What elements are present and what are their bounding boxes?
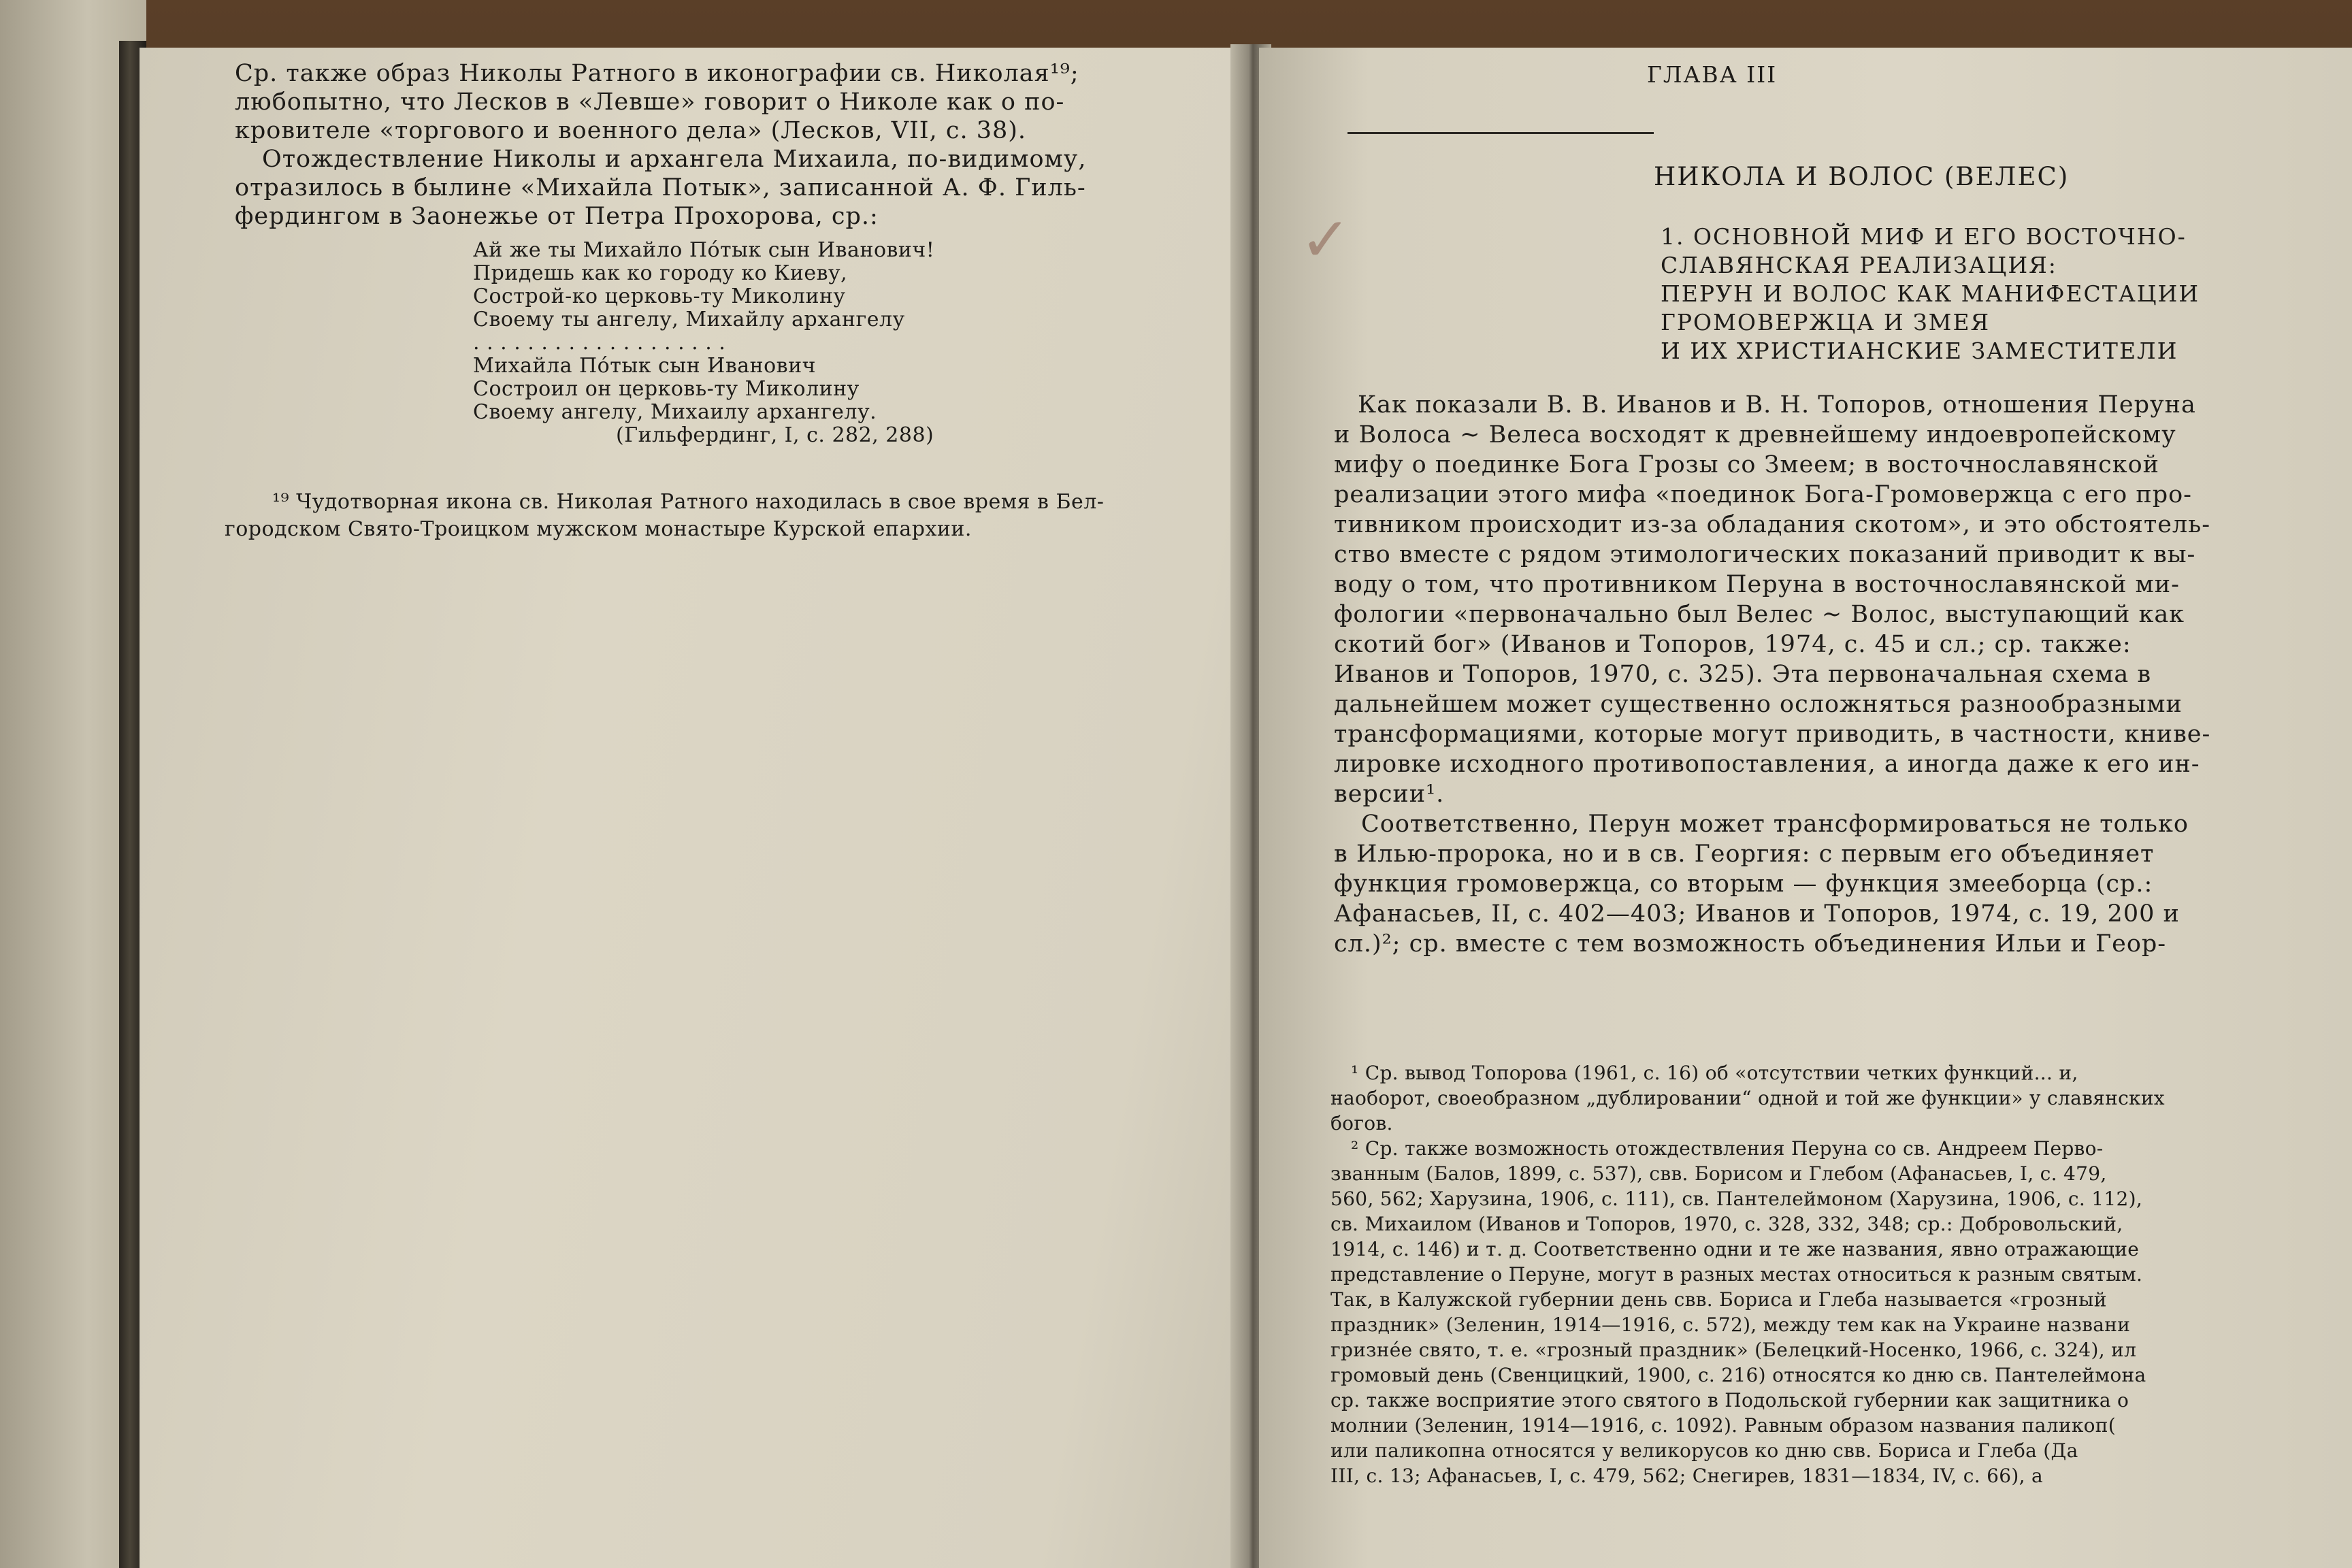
footnote-line: св. Михаилом (Иванов и Топоров, 1970, с. 328, 332, 348; ср.: Добровольский,	[1330, 1213, 2123, 1235]
text-line: Афанасьев, II, с. 402—403; Иванов и Топоров, 1974, с. 19, 200 и	[1334, 900, 2180, 928]
poem-line: Михайла По́тык сын Иванович	[473, 354, 816, 378]
text-line: воду о том, что противником Перуна в восточнославянской ми-	[1334, 571, 2180, 598]
poem-line: Состроил он церковь-ту Миколину	[473, 377, 860, 401]
footnote-line: 560, 562; Харузина, 1906, с. 111), св. Пантелеймоном (Харузина, 1906, с. 112),	[1330, 1188, 2143, 1210]
footnote-line: громовый день (Свенцицкий, 1900, с. 216) относятся ко дню св. Пантелеймона	[1330, 1364, 2146, 1386]
footnote-line: 1914, с. 146) и т. д. Соответственно одни и те же названия, явно отражающие	[1330, 1238, 2140, 1260]
poem-line: (Гильфердинг, I, с. 282, 288)	[616, 423, 934, 447]
section-heading-line: ГРОМОВЕРЖЦА И ЗМЕЯ	[1661, 309, 1991, 336]
text-line: отразилось в былине «Михайла Потык», записанной А. Ф. Гиль-	[235, 174, 1086, 201]
footnote-line: представление о Перуне, могут в разных местах относиться к разным святым.	[1330, 1263, 2143, 1286]
section-heading-line: ПЕРУН И ВОЛОС КАК МАНИФЕСТАЦИИ	[1661, 280, 2200, 307]
footnote-line: наоборот, своеобразном „дублировании“ одной и той же функции» у славянских	[1330, 1087, 2165, 1109]
footnote-line: ¹ Ср. вывод Топорова (1961, с. 16) об «отсутствии четких функций... и,	[1351, 1062, 2078, 1084]
footnote-line: ² Ср. также возможность отождествления Перуна со св. Андреем Перво-	[1351, 1137, 2104, 1160]
footnote-line: ¹⁹ Чудотворная икона св. Николая Ратного находилась в свое время в Бел-	[272, 490, 1105, 514]
left-page	[140, 48, 1242, 1568]
text-line: Соответственно, Перун может трансформироваться не только	[1361, 811, 2189, 838]
text-line: Отождествление Николы и архангела Михаила, по-видимому,	[262, 146, 1087, 173]
poem-line: Ай же ты Михайло По́тык сын Иванович!	[473, 238, 935, 262]
text-line: лировке исходного противопоставления, а иногда даже к его ин-	[1334, 751, 2200, 778]
text-line: ство вместе с рядом этимологических показаний приводит к вы-	[1334, 541, 2196, 568]
footnote-line: праздник» (Зеленин, 1914—1916, с. 572), между тем как на Украине названи	[1330, 1313, 2131, 1336]
text-line: любопытно, что Лесков в «Левше» говорит о Николе как о по-	[235, 88, 1065, 116]
text-line: Как показали В. В. Иванов и В. Н. Топоров, отношения Перуна	[1358, 391, 2196, 419]
poem-line: Своему ты ангелу, Михайлу архангелу	[473, 308, 905, 331]
text-line: версии¹.	[1334, 781, 1445, 808]
text-line: и Волоса ~ Велеса восходят к древнейшему индоевропейскому	[1334, 421, 2176, 448]
footnote-line: званным (Балов, 1899, с. 537), свв. Борисом и Глебом (Афанасьев, I, с. 479,	[1330, 1162, 2107, 1185]
footnote-line: богов.	[1330, 1112, 1393, 1134]
section-heading-line: 1. ОСНОВНОЙ МИФ И ЕГО ВОСТОЧНО-	[1661, 223, 2187, 250]
footnote-line: Так, в Калужской губернии день свв. Бориса и Глеба называется «грозный	[1330, 1288, 2107, 1311]
text-line: сл.)²; ср. вместе с тем возможность объединения Ильи и Геор-	[1334, 930, 2167, 958]
text-line: дальнейшем может существенно осложняться разнообразными	[1334, 691, 2183, 718]
right-page	[1259, 48, 2352, 1568]
text-line: кровителе «торгового и военного дела» (Лесков, VII, с. 38).	[235, 117, 1027, 144]
text-line: тивником происходит из-за обладания скотом», и это обстоятель-	[1334, 511, 2211, 538]
text-line: трансформациями, которые могут приводить, в частности, книве-	[1334, 721, 2211, 748]
pencil-checkmark-icon: ✓	[1300, 204, 1352, 276]
footnote-line: ср. также восприятие этого святого в Подольской губернии как защитника о	[1330, 1389, 2129, 1411]
poem-line: . . . . . . . . . . . . . . . . . . .	[473, 331, 726, 355]
footnote-line: городском Свято-Троицком мужском монастыре Курской епархии.	[225, 517, 972, 541]
poem-line: Придешь как ко городу ко Киеву,	[473, 261, 848, 285]
section-heading-line: И ИХ ХРИСТИАНСКИЕ ЗАМЕСТИТЕЛИ	[1661, 338, 2178, 364]
footnote-line: гризнéе свято, т. е. «грозный праздник» (Белецкий-Носенко, 1966, с. 324), ил	[1330, 1339, 2137, 1361]
poem-line: Сострой-ко церковь-ту Миколину	[473, 284, 846, 308]
chapter-title: НИКОЛА И ВОЛОС (ВЕЛЕС)	[1654, 162, 2070, 191]
text-line: реализации этого мифа «поединок Бога-Громовержца с его про-	[1334, 481, 2192, 508]
text-line: Ср. также образ Николы Ратного в иконографии св. Николая¹⁹;	[235, 60, 1079, 87]
section-heading-line: СЛАВЯНСКАЯ РЕАЛИЗАЦИЯ:	[1661, 252, 2057, 278]
footnote-line: или паликопна относятся у великорусов ко дню свв. Бориса и Глеба (Да	[1330, 1439, 2078, 1462]
text-line: скотий бог» (Иванов и Топоров, 1974, с. 45 и сл.; ср. также:	[1334, 631, 2132, 658]
text-line: фологии «первоначально был Велес ~ Волос, выступающий как	[1334, 601, 2185, 628]
text-line: в Илью-пророка, но и в св. Георгия: с первым его объединяет	[1334, 840, 2155, 868]
footnote-line: III, с. 13; Афанасьев, I, с. 479, 562; Снегирев, 1831—1834, IV, с. 66), а	[1330, 1465, 2044, 1487]
chapter-rule	[1348, 132, 1654, 134]
text-line: фердингом в Заонежье от Петра Прохорова, ср.:	[235, 203, 879, 230]
poem-line: Своему ангелу, Михаилу архангелу.	[473, 400, 877, 424]
footnote-line: молнии (Зеленин, 1914—1916, с. 1092). Равным образом названия паликоп(	[1330, 1414, 2116, 1437]
running-head: ГЛАВА III	[1647, 61, 1778, 88]
text-line: мифу о поединке Бога Грозы со Змеем; в восточнославянской	[1334, 451, 2160, 478]
text-line: функция громовержца, со вторым — функция змееборца (ср.:	[1334, 870, 2153, 898]
text-line: Иванов и Топоров, 1970, с. 325). Эта первоначальная схема в	[1334, 661, 2152, 688]
